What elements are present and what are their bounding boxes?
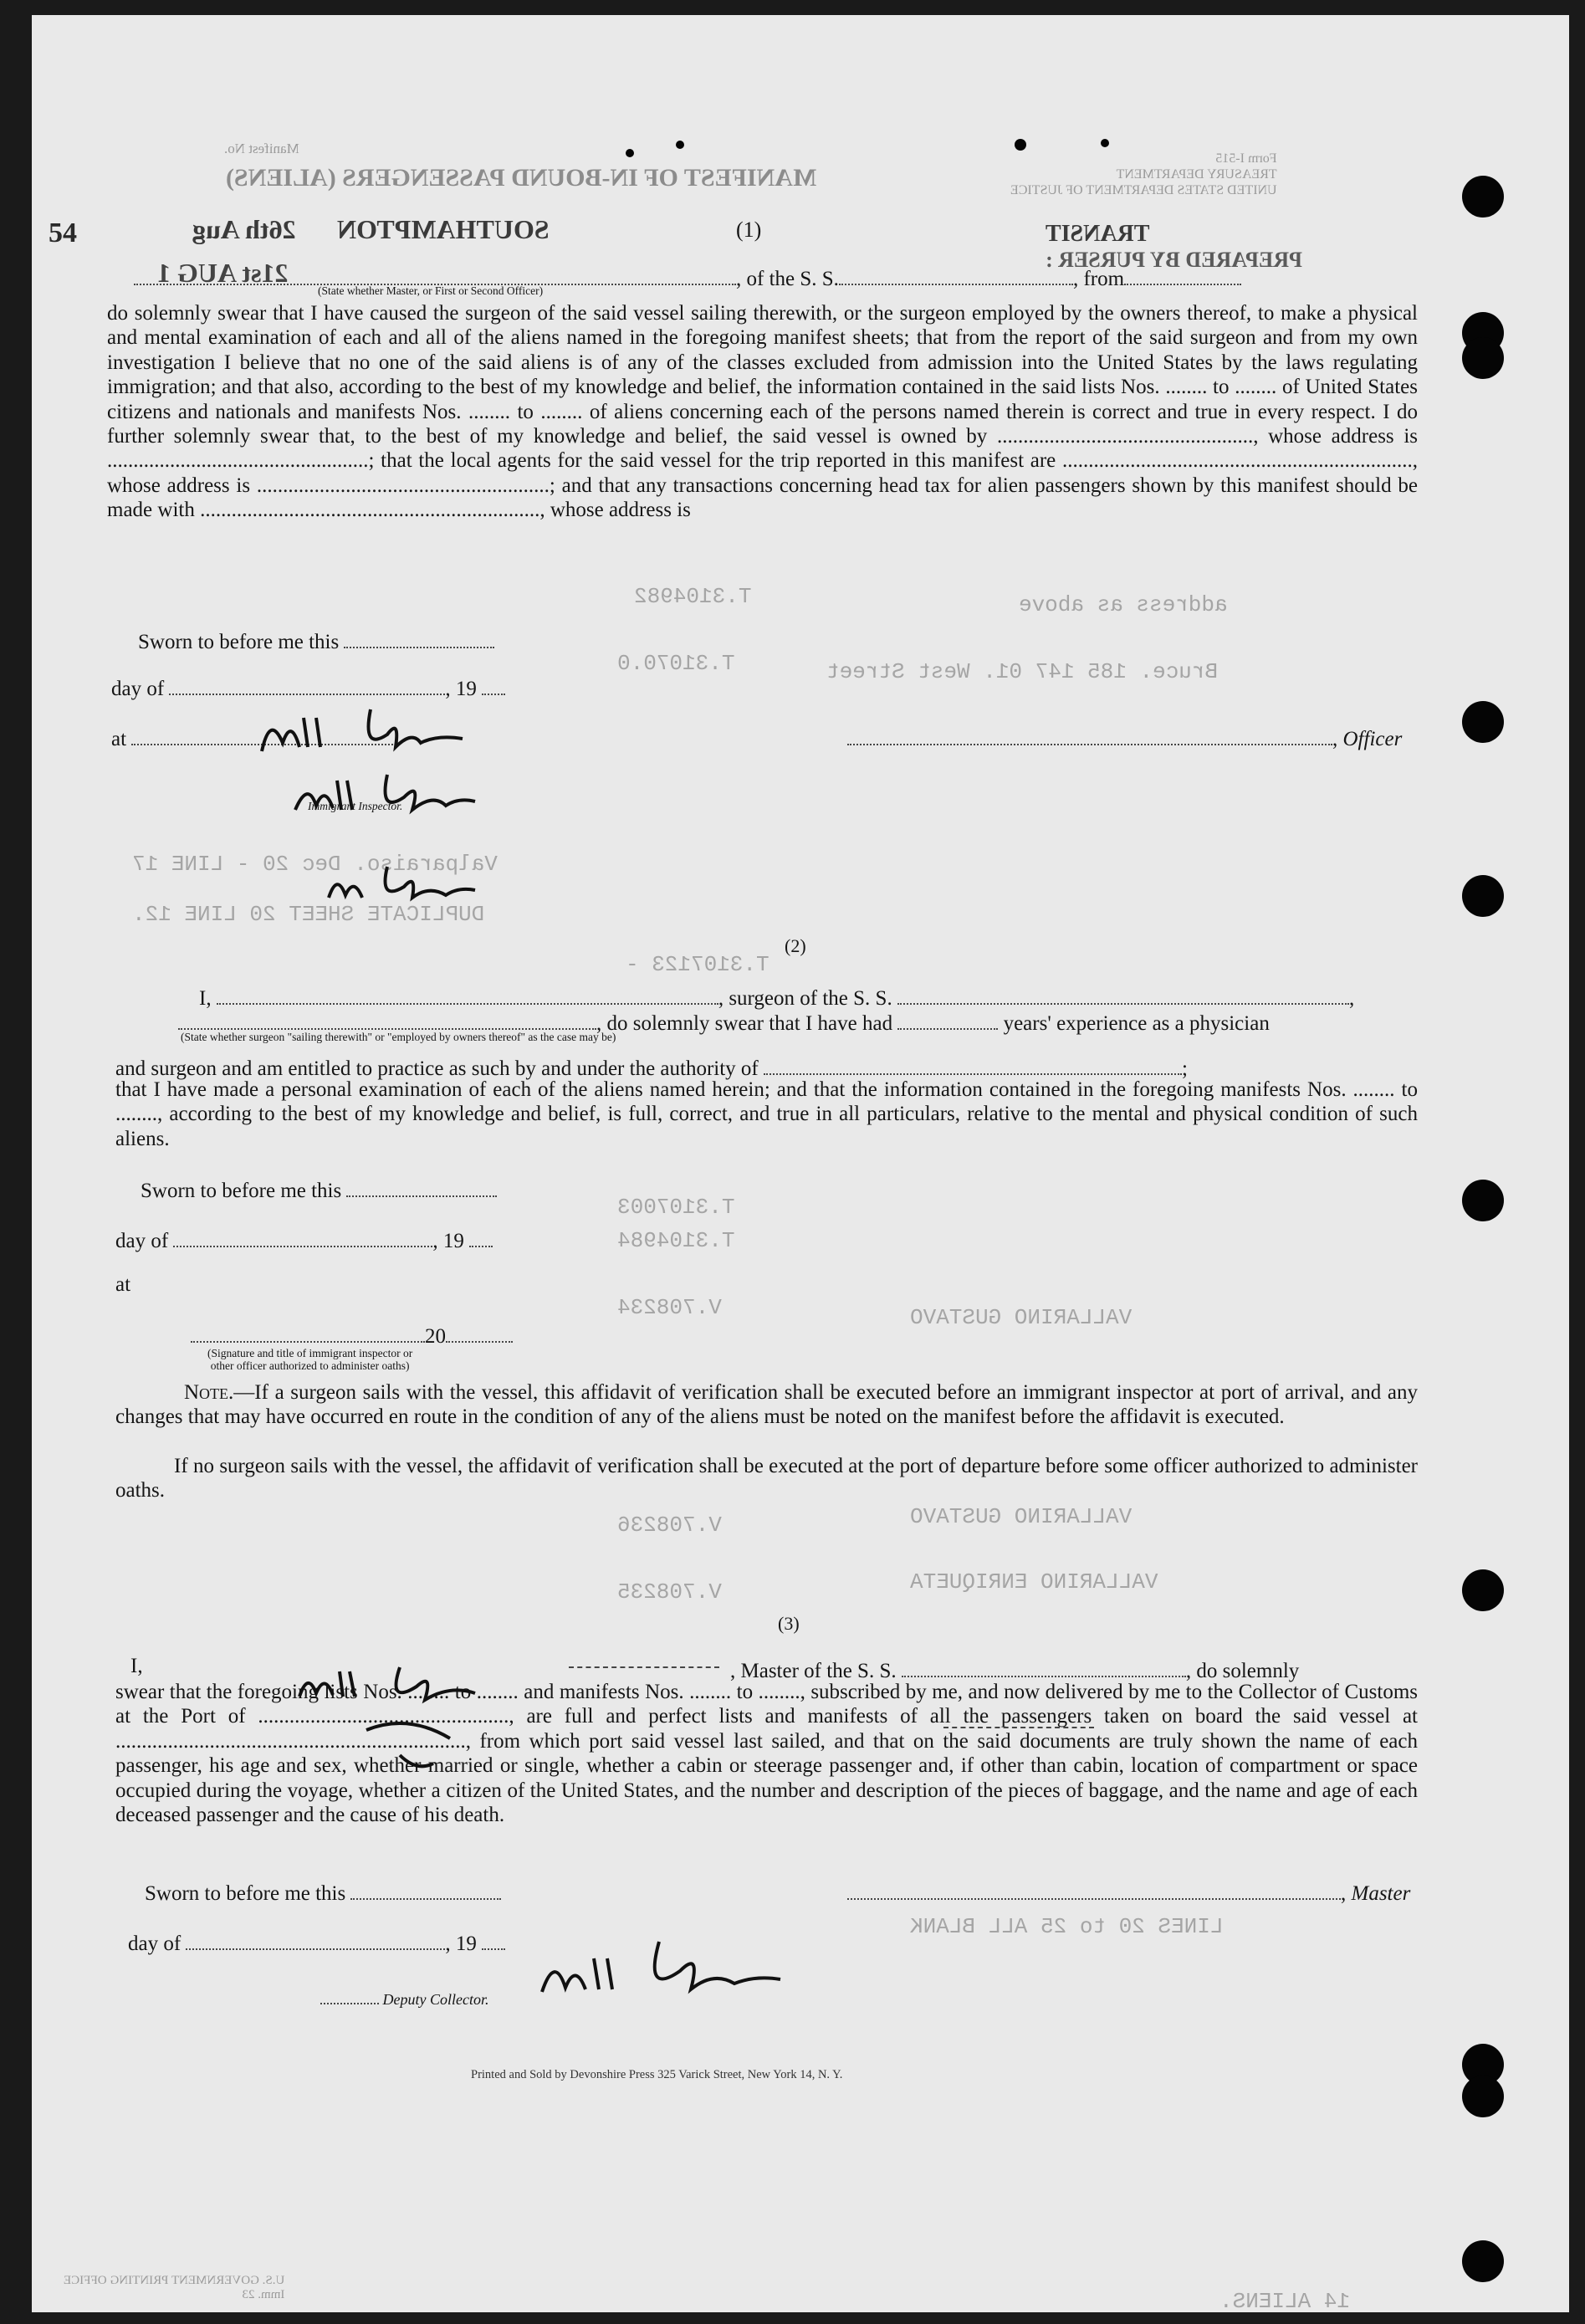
master-of-line: I,	[130, 1655, 143, 1677]
sheet-number: 54	[49, 218, 77, 248]
deputy-collector-line: Deputy Collector.	[320, 1988, 488, 2009]
note-paragraph: Note.—If a surgeon sails with the vessel, this affidavit of verification shall be executed before an immigrant inspector at port of arrival, and any changes that may have occurred en route in the condition of any of the aliens must be noted on the manifest before the affidavit is executed.	[115, 1381, 1418, 1429]
year-20-line: 20	[191, 1320, 513, 1349]
inspector-signature-caption: (Signature and title of immigrant inspector or other officer authorized to administer oaths)	[207, 1347, 413, 1372]
bleed-through-prepared: PREPARED BY PURSER :	[1046, 248, 1302, 272]
bleed-through-row: Valparaiso. Dec 20 - LINE 17	[132, 852, 498, 877]
bleed-through-transit: TRANSIT	[1046, 221, 1150, 247]
manifest-page	[32, 15, 1569, 2312]
at-label: at	[115, 1273, 131, 1296]
at-label: at	[111, 723, 399, 751]
bleed-through-row: VALLARINO ENRIQUETA	[910, 1569, 1158, 1595]
sworn-label: Sworn to before me this	[141, 1175, 497, 1203]
signature	[534, 1929, 785, 2004]
surgeon-line: I, , surgeon of the S. S. ,	[199, 982, 1354, 1011]
name-dash-line	[569, 1666, 719, 1668]
bleed-through-row: T.3107123 -	[626, 952, 769, 977]
bleed-through-row: V.708235	[617, 1579, 722, 1605]
signature	[253, 701, 471, 760]
bleed-through-row: V.708234	[617, 1295, 722, 1320]
bleed-through-date: 21st AUG 1	[157, 258, 289, 288]
section-2-number: (2)	[785, 935, 806, 956]
printer-imprint: Printed and Sold by Devonshire Press 325 Varick Street, New York 14, N. Y.	[471, 2068, 843, 2081]
signature	[320, 860, 479, 906]
master-oath-3-paragraph: swear that the foregoing lists Nos. ........ to ........ and manifests Nos. ........ to ........, subscribed by me, and now delivered by me to the Collector of Customs at the Port of ................................................, are full and perfect lists and manifests of all the passengers taken on board the said vessel at ..................................................................., from which port said vessel last sailed, and that on the said documents are truly shown the name of each passenger, his age and sex, whether married or single, whether a cabin or steerage passenger and, if other than cabin, location of compartment or space occupied during the voyage, whether a citizen of the United States, and the number and description of the pieces of baggage, and the name and age of each deceased passenger and the cause of his death.	[115, 1681, 1418, 1827]
bleed-through-row: T.3104984	[617, 1228, 735, 1253]
punch-hole	[1462, 701, 1504, 743]
bleed-through-row: 14 ALIENS.	[1219, 2289, 1351, 2312]
sworn-label: Sworn to before me this	[138, 626, 494, 654]
bleed-through-row: VALLARINO GUSTAVO	[910, 1305, 1133, 1330]
ink-dot	[1015, 139, 1026, 151]
bleed-through-row: VALLARINO GUSTAVO	[910, 1504, 1133, 1529]
bleed-through-row: address as above	[1019, 592, 1228, 617]
day-of-label: day of , 19	[128, 1927, 505, 1956]
bleed-through-row: LINES 20 to 25 ALL BLANK	[910, 1914, 1224, 1939]
ink-dot	[626, 149, 634, 157]
bleed-through-text: U.S. GOVERNMENT PRINTING OFFICE Imm. 23	[64, 2274, 285, 2301]
punch-hole	[1462, 2240, 1504, 2282]
punch-hole	[1462, 337, 1504, 379]
signature	[283, 1663, 483, 1789]
no-surgeon-paragraph: If no surgeon sails with the vessel, the affidavit of verification shall be executed at the port of departure before some officer authorized to administer oaths.	[115, 1455, 1418, 1502]
surgeon-oath-paragraph: that I have made a personal examination of each of the aliens named herein; and that the information contained in the foregoing manifests Nos. ........ to ........, according to the best of my knowledge and belief, is full, correct, and true in all particulars, relative to the mental and physical condition of such aliens.	[115, 1078, 1418, 1150]
section-1-number: (1)	[736, 218, 762, 242]
signature	[287, 768, 479, 818]
bleed-through-text: Form I-515 TREASURY DEPARTMENT UNITED STATES DEPARTMENT OF JUSTICE	[1010, 151, 1277, 197]
punch-hole	[1462, 1180, 1504, 1221]
master-signature-line: , Master	[847, 1877, 1410, 1906]
day-of-label: day of , 19	[115, 1225, 493, 1253]
bleed-through-text: Manifest No.	[224, 141, 299, 156]
surgeon-line-2: , do solemnly swear that I have had years' experience as a physician	[178, 1007, 1270, 1036]
ink-dot	[676, 141, 684, 149]
surgeon-para-1: and surgeon and am entitled to practice as such by and under the authority of ;	[115, 1052, 1418, 1081]
master-of-line-2: , Master of the S. S. , do solemnly	[730, 1655, 1299, 1683]
officer-line: , Officer	[847, 723, 1402, 751]
day-of-label: day of , 19	[111, 673, 505, 701]
bleed-through-port: SOUTHAMPTON	[337, 214, 550, 244]
master-line: , of the S. S. , from	[134, 263, 1241, 291]
bleed-through-row: T.3104982	[634, 584, 752, 609]
bleed-through-heading: MANIFEST OF IN-BOUND PASSENGERS (ALIENS)	[226, 164, 817, 192]
bleed-through-row: Bruce. 185 147 01. West Street	[826, 659, 1219, 684]
section-3-number: (3)	[778, 1613, 800, 1634]
punch-hole	[1462, 2076, 1504, 2117]
sworn-label: Sworn to before me this	[145, 1877, 501, 1906]
bleed-through-row: T.31070.0	[617, 651, 735, 676]
bleed-through-row: V.708236	[617, 1513, 722, 1538]
port-dash-line	[943, 1727, 1094, 1728]
surgeon-caption: (State whether surgeon "sailing therewith" or "employed by owners thereof" as the case may be)	[181, 1031, 616, 1043]
ink-dot	[1101, 139, 1109, 147]
punch-hole	[1462, 176, 1504, 218]
punch-hole	[1462, 1569, 1504, 1611]
bleed-through-date: 26th Aug	[192, 214, 296, 244]
master-oath-paragraph: do solemnly swear that I have caused the surgeon of the said vessel sailing therewith, or the surgeon employed by the owners thereof, to make a physical and mental examination of each and all of the aliens named in the foregoing manifest sheets; that from the report of the said surgeon and from my own investigation I believe that no one of the said aliens is of any of the classes excluded from admission into the United States by the laws regulating immigration; and that also, according to the best of my knowledge and belief, the information contained in the said lists Nos. ........ to ........ of United States citizens and nationals and manifests Nos. ........ to ........ of aliens concerning each of the persons named therein is correct and true in every respect. I do further solemnly swear that, to the best of my knowledge and belief, the said vessel is owned by ................................................., whose address is ..................................................; that the local agents for the said vessel for the trip reported in this manifest are ..................................................................., whose address is ........................................................; and that any transactions concerning head tax for alien passengers shown by this manifest should be made with ................................................................., whose address is	[107, 302, 1418, 522]
master-caption: (State whether Master, or First or Second Officer)	[318, 284, 544, 297]
bleed-through-row: DUPLICATE SHEET 20 LINE 12.	[132, 902, 485, 927]
punch-hole	[1462, 875, 1504, 917]
immigrant-inspector-caption: Immigrant Inspector.	[308, 800, 403, 812]
bleed-through-row: T.3107003	[617, 1195, 735, 1220]
